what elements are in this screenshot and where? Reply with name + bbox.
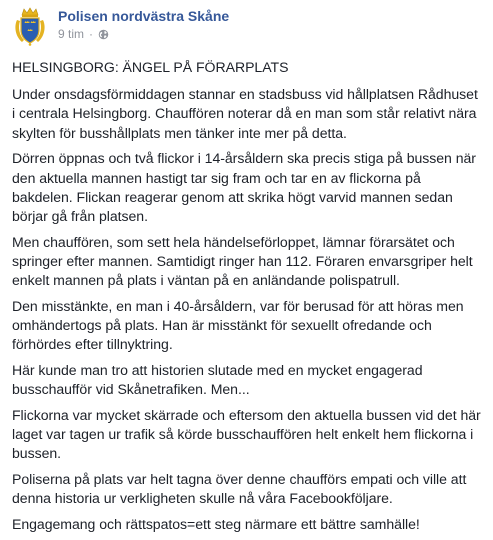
post-paragraph: Flickorna var mycket skärrade och eftersom den aktuella bussen vid det här laget var tagen ur trafik så körde busschauffören helt enkelt hem flickorna i bussen. <box>12 406 481 462</box>
post-paragraph: Under onsdagsförmiddagen stannar en stadsbuss vid hållplatsen Rådhuset i centrala Helsingborg. Chauffören noterar då en man som står relativt nära skylten för busshållplats men tänker inte mer på detta. <box>12 86 478 141</box>
post-subline <box>58 26 229 42</box>
post-paragraph: Engagemang och rättspatos=ett steg närmare ett bättre samhälle! <box>12 515 420 532</box>
globe-icon[interactable] <box>98 29 109 40</box>
post-headline: HELSINGBORG: ÄNGEL PÅ FÖRARPLATS <box>12 59 289 75</box>
post-paragraph: Poliserna på plats var helt tagna över denne chaufförs empati och ville att denna historia ur verkligheten skulle nå våra Facebookföljare. <box>12 470 467 507</box>
post-paragraph: Dörren öppnas och två flickor i 14-årsåldern ska precis stiga på bussen när den aktuella mannen hastigt tar sig fram och tar en av flickorna på bakdelen. Flickan reagerar genom att skrika högt varvid mannen sedan börjar gå från platsen. <box>12 150 476 224</box>
police-emblem-icon[interactable] <box>12 6 48 46</box>
post-paragraph: Här kunde man tro att historien slutade med en mycket engagerad busschaufför vid Skånetrafiken. Men... <box>12 361 423 398</box>
post-body <box>12 58 484 540</box>
separator-dot: · <box>89 27 94 41</box>
post-paragraph: Den misstänkte, en man i 40-årsåldern, var för berusad för att höras men omhändertogs på plats. Han är misstänkt för sexuellt ofredande och förhördes efter tillnyktring. <box>12 297 464 353</box>
post-meta <box>58 6 229 42</box>
page-name-link[interactable]: Polisen nordvästra Skåne <box>58 8 230 24</box>
post-paragraph: Men chauffören, som sett hela händelseförloppet, lämnar förarsätet och springer efter mannen. Samtidigt ringer han 112. Föraren envarsgriper helt enkelt mannen på plats i väntan på en anländande polispatrull. <box>12 233 473 289</box>
post-timestamp[interactable]: 9 tim <box>58 27 85 41</box>
post-header <box>12 6 229 46</box>
